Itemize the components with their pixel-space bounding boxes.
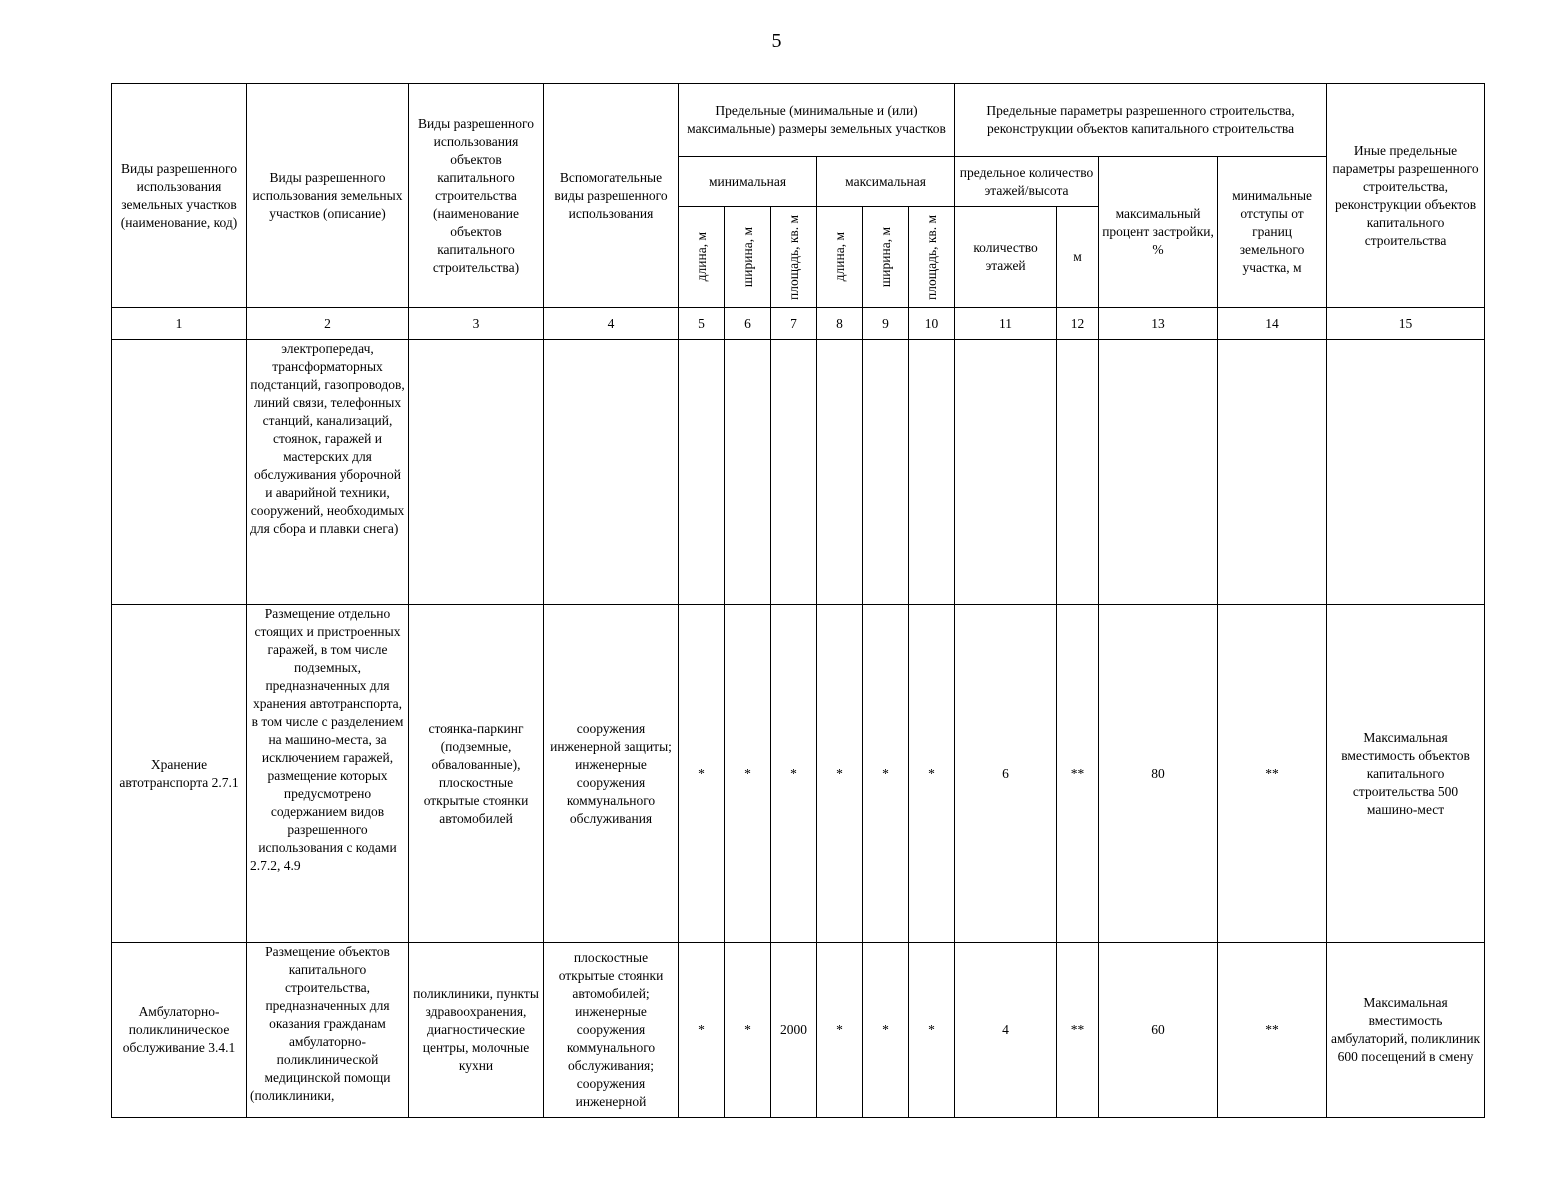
min-width-cell: [725, 340, 771, 605]
max-width-cell: *: [863, 605, 909, 943]
build-percent-cell: 60: [1099, 943, 1218, 1118]
header-construction-params: Предельные параметры разрешенного строительства, реконструкции объектов капитального строительства: [955, 84, 1327, 157]
table-row: [112, 340, 1485, 605]
min-area-cell: [771, 340, 817, 605]
auxiliary-use-cell: сооружения инженерной защиты; инженерные сооружения коммунального обслуживания: [544, 605, 679, 943]
column-number: 9: [863, 308, 909, 340]
column-number-row: [112, 308, 1485, 340]
header-permitted-use-name: Виды разрешенного использования земельных участков (наименование, код): [112, 84, 247, 308]
height-cell: **: [1057, 605, 1099, 943]
header-minimum: минимальная: [679, 157, 817, 207]
floors-cell: 4: [955, 943, 1057, 1118]
column-number: 15: [1327, 308, 1485, 340]
min-width-cell: *: [725, 605, 771, 943]
header-permitted-use-description: Виды разрешенного использования земельных участков (описание): [247, 84, 409, 308]
column-number: 3: [409, 308, 544, 340]
column-number: 7: [771, 308, 817, 340]
use-name-cell: Хранение автотранспорта 2.7.1: [112, 605, 247, 943]
column-number: 8: [817, 308, 863, 340]
build-percent-cell: [1099, 340, 1218, 605]
setback-cell: **: [1218, 943, 1327, 1118]
header-floors-height: предельное количество этажей/высота: [955, 157, 1099, 207]
max-area-cell: [909, 340, 955, 605]
min-area-cell: 2000: [771, 943, 817, 1118]
header-min-setback: минимальные отступы от границ земельного участка, м: [1218, 157, 1327, 308]
header-capital-construction-use: Виды разрешенного использования объектов капитального строительства (наименование объектов капитального строительства): [409, 84, 544, 308]
column-number: 13: [1099, 308, 1218, 340]
use-description-cell: электропередач, трансформаторных подстанций, газопроводов, линий связи, телефонных станций, канализаций, стоянок, гаражей и мастерских для обслуживания уборочной и аварийной техники, сооружений, необходимых для сбора и плавки снега): [247, 340, 409, 605]
use-description-cell: Размещение отдельно стоящих и пристроенных гаражей, в том числе подземных, предназначенных для хранения автотранспорта, в том числе с разделением на машино-места, за исключением гаражей, размещение которых предусмотрено содержанием видов разрешенного использования с кодами 2.7.2, 4.9: [247, 605, 409, 943]
header-maximum: максимальная: [817, 157, 955, 207]
column-number: 4: [544, 308, 679, 340]
setback-cell: **: [1218, 605, 1327, 943]
max-length-cell: [817, 340, 863, 605]
zoning-table: [111, 83, 1485, 1118]
column-number: 5: [679, 308, 725, 340]
floors-cell: [955, 340, 1057, 605]
page-number: 5: [771, 30, 782, 52]
other-limits-cell: Максимальная вместимость объектов капитального строительства 500 машино-мест: [1327, 605, 1485, 943]
max-length-cell: *: [817, 943, 863, 1118]
use-name-cell: [112, 340, 247, 605]
table-row: [112, 605, 1485, 943]
capital-construction-cell: поликлиники, пункты здравоохранения, диагностические центры, молочные кухни: [409, 943, 544, 1118]
header-min-area: площадь, кв. м: [771, 207, 817, 308]
use-description-cell: Размещение объектов капитального строительства, предназначенных для оказания гражданам амбулаторно-поликлинической медицинской помощи (поликлиники,: [247, 943, 409, 1118]
header-max-width: ширина, м: [863, 207, 909, 308]
header-other-limits: Иные предельные параметры разрешенного строительства, реконструкции объектов капитального строительства: [1327, 84, 1485, 308]
capital-construction-cell: [409, 340, 544, 605]
max-width-cell: *: [863, 943, 909, 1118]
header-min-length: длина, м: [679, 207, 725, 308]
max-area-cell: *: [909, 943, 955, 1118]
setback-cell: [1218, 340, 1327, 605]
max-length-cell: *: [817, 605, 863, 943]
column-number: 6: [725, 308, 771, 340]
auxiliary-use-cell: плоскостные открытые стоянки автомобилей; инженерные сооружения коммунального обслуживания; сооружения инженерной: [544, 943, 679, 1118]
header-plot-size-limits: Предельные (минимальные и (или) максимальные) размеры земельных участков: [679, 84, 955, 157]
min-length-cell: [679, 340, 725, 605]
height-cell: **: [1057, 943, 1099, 1118]
header-min-width: ширина, м: [725, 207, 771, 308]
max-width-cell: [863, 340, 909, 605]
use-name-cell: Амбулаторно-поликлиническое обслуживание 3.4.1: [112, 943, 247, 1118]
table-row: [112, 943, 1485, 1118]
header-max-area: площадь, кв. м: [909, 207, 955, 308]
column-number: 14: [1218, 308, 1327, 340]
auxiliary-use-cell: [544, 340, 679, 605]
build-percent-cell: 80: [1099, 605, 1218, 943]
column-number: 1: [112, 308, 247, 340]
column-number: 10: [909, 308, 955, 340]
column-number: 12: [1057, 308, 1099, 340]
header-height-m: м: [1057, 207, 1099, 308]
height-cell: [1057, 340, 1099, 605]
other-limits-cell: Максимальная вместимость амбулаторий, поликлиник 600 посещений в смену: [1327, 943, 1485, 1118]
min-area-cell: *: [771, 605, 817, 943]
floors-cell: 6: [955, 605, 1057, 943]
other-limits-cell: [1327, 340, 1485, 605]
max-area-cell: *: [909, 605, 955, 943]
min-length-cell: *: [679, 943, 725, 1118]
header-max-length: длина, м: [817, 207, 863, 308]
column-number: 11: [955, 308, 1057, 340]
header-floor-count: количество этажей: [955, 207, 1057, 308]
min-width-cell: *: [725, 943, 771, 1118]
capital-construction-cell: стоянка-паркинг (подземные, обвалованные), плоскостные открытые стоянки автомобилей: [409, 605, 544, 943]
min-length-cell: *: [679, 605, 725, 943]
header-max-build-percent: максимальный процент застройки, %: [1099, 157, 1218, 308]
header-auxiliary-use: Вспомогательные виды разрешенного использования: [544, 84, 679, 308]
column-number: 2: [247, 308, 409, 340]
